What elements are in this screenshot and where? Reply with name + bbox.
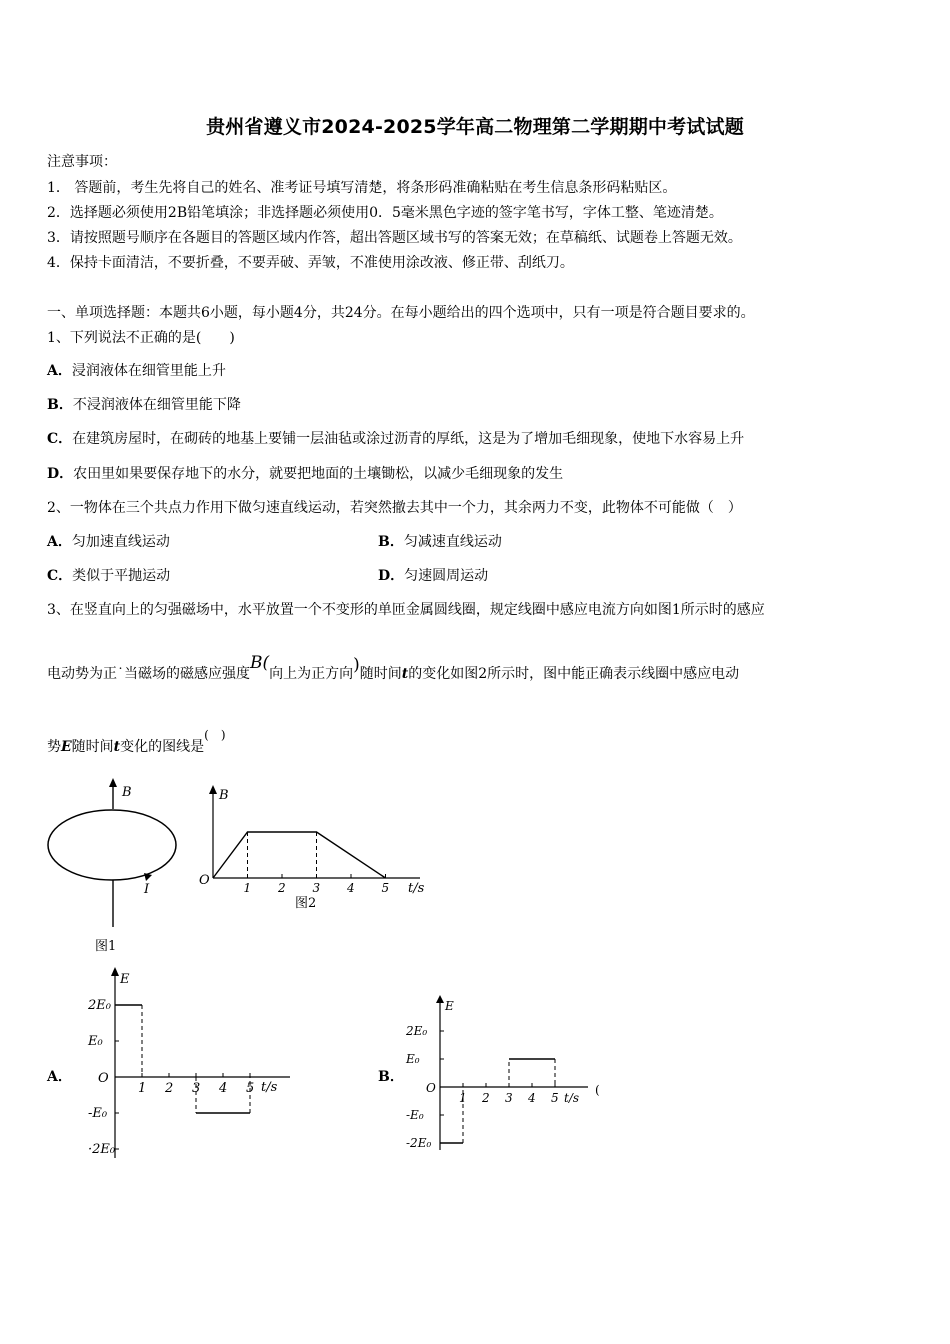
y-tick-label: ·2E₀ <box>88 1142 116 1157</box>
y-tick-label: -2E₀ <box>406 1136 432 1150</box>
x-label: t/s <box>564 1091 580 1105</box>
x-tick-label: 1 <box>243 881 252 895</box>
text: 电动势为正˙当磁场的磁感应强度 <box>47 666 250 682</box>
text: 随时间 <box>359 666 402 682</box>
question-2-option-a <box>47 533 170 551</box>
question-3-line-1: 3、在竖直向上的匀强磁场中，水平放置一个不变形的单匝金属圆线圈，规定线圈中感应电流方向如图1所示时的感应 <box>47 602 765 618</box>
option-b-label: B． <box>378 1069 404 1085</box>
question-1-option-d <box>47 465 563 483</box>
x-tick-label: 4 <box>528 1091 536 1105</box>
y-tick-label: -E₀ <box>88 1106 108 1121</box>
origin-label: O <box>98 1071 109 1086</box>
question-1-stem: 1、下列说法不正确的是( ) <box>47 330 235 346</box>
question-2-option-c <box>47 567 170 585</box>
y-axis-arrow-icon <box>111 967 119 976</box>
y-tick-label: 2E₀ <box>406 1024 428 1038</box>
question-3-line-2 <box>47 653 740 683</box>
option-label: B． <box>47 397 73 413</box>
x-tick-label: 4 <box>219 1081 228 1096</box>
question-2-option-d <box>378 567 488 585</box>
figure-1-caption: 图1 <box>95 939 117 954</box>
i-label: I <box>144 882 150 897</box>
notice-item: 4．保持卡面清洁，不要折叠，不要弄破、弄皱，不准使用涂改液、修正带、刮纸刀。 <box>47 255 574 271</box>
t-symbol: t <box>113 739 121 755</box>
b-symbol: B( <box>250 653 270 673</box>
x-ticks <box>244 874 390 895</box>
y-label: E <box>120 972 130 987</box>
page-title: 贵州省遵义市2024-2025学年高二物理第二学期期中考试试题 <box>206 116 744 138</box>
question-2-option-b <box>378 533 502 551</box>
e-curve <box>115 1005 250 1113</box>
b-line <box>213 832 386 878</box>
x-tick-label: 2 <box>165 1081 174 1096</box>
question-1-option-a <box>47 362 226 380</box>
option-text: 农田里如果要保存地下的水分，就要把地面的土壤锄松，以减少毛细现象的发生 <box>73 466 564 482</box>
paren-close: ) <box>353 655 360 675</box>
origin-label: O <box>426 1081 436 1095</box>
b-label: B <box>122 785 132 800</box>
option-text: 不浸润液体在细管里能下降 <box>72 397 241 413</box>
y-axis-arrow-icon <box>436 995 444 1003</box>
y-tick-label: -E₀ <box>406 1108 424 1122</box>
x-tick-label: 5 <box>551 1091 559 1105</box>
question-1-option-c <box>47 430 744 448</box>
option-label: D． <box>47 466 74 482</box>
text: 向上为正方向 <box>269 666 354 682</box>
x-label: t/s <box>408 881 425 896</box>
t-symbol: t <box>401 666 409 682</box>
origin-label: O <box>199 873 210 888</box>
option-text: 类似于平抛运动 <box>72 568 171 584</box>
notice-item: 2．选择题必须使用2B铅笔填涂；非选择题必须使用0．5毫米黑色字迹的签字笔书写，字体工整、笔迹清楚。 <box>47 205 723 221</box>
figure-2-chart <box>195 780 450 915</box>
figure-2-caption: 图2 <box>295 896 317 911</box>
notice-heading: 注意事项： <box>47 154 117 170</box>
edge-mark: ( <box>595 1083 600 1097</box>
option-label: A． <box>47 534 72 550</box>
section-heading: 一、单项选择题：本题共6小题，每小题4分，共24分。在每小题给出的四个选项中，只有一项是符合题目要求的。 <box>47 305 755 321</box>
x-tick-label: 3 <box>505 1091 513 1105</box>
figure-1-coil <box>40 775 190 955</box>
notice-item: 1． 答题前，考生先将自己的姓名、准考证号填写清楚，将条形码准确粘贴在考生信息条形码粘贴区。 <box>47 180 677 196</box>
notice-item: 3．请按照题号顺序在各题目的答题区域内作答，超出答题区域书写的答案无效；在草稿纸、试题卷上答题无效。 <box>47 230 742 246</box>
x-tick-label: 3 <box>312 881 321 895</box>
option-text: 匀速圆周运动 <box>404 568 489 584</box>
y-tick-label: E₀ <box>88 1034 103 1049</box>
x-tick-label: 3 <box>192 1081 201 1096</box>
coil-ellipse <box>48 810 176 880</box>
option-label: B． <box>378 534 404 550</box>
question-3-line-3 <box>47 728 226 756</box>
x-tick-label: 4 <box>347 881 355 895</box>
y-axis-arrow-icon <box>209 785 217 794</box>
y-label: B <box>219 788 229 803</box>
text: 势 <box>47 739 61 755</box>
e-symbol: E <box>61 739 72 755</box>
question-2-stem: 2、一物体在三个共点力作用下做匀速直线运动，若突然撤去其中一个力，其余两力不变，此物体不可能做（ ） <box>47 500 742 516</box>
b-curve <box>213 832 386 878</box>
y-label: E <box>445 999 454 1013</box>
current-arrow-icon <box>144 873 152 881</box>
option-label: D． <box>378 568 405 584</box>
option-label: C． <box>47 431 73 447</box>
y-tick-label: 2E₀ <box>88 998 111 1013</box>
option-b-graph <box>400 990 610 1160</box>
text: 随时间 <box>71 739 114 755</box>
x-label: t/s <box>261 1080 278 1095</box>
b-arrow-icon <box>109 778 117 787</box>
option-label: A． <box>47 363 72 379</box>
x-tick-label: 5 <box>381 881 390 895</box>
e-curve <box>440 1059 555 1143</box>
option-text: 匀加速直线运动 <box>71 534 170 550</box>
option-text: 浸润液体在细管里能上升 <box>71 363 226 379</box>
x-tick-label: 2 <box>482 1091 490 1105</box>
answer-blank: ( ) <box>204 728 226 742</box>
x-tick-label: 1 <box>138 1081 147 1096</box>
option-text: 匀减速直线运动 <box>403 534 502 550</box>
option-a-label: A． <box>47 1069 72 1085</box>
x-tick-label: 1 <box>459 1091 467 1105</box>
option-text: 在建筑房屋时，在砌砖的地基上要铺一层油毡或涂过沥青的厚纸，这是为了增加毛细现象，使地下水容易上升 <box>72 431 745 447</box>
option-label: C． <box>47 568 73 584</box>
x-tick-label: 5 <box>246 1081 255 1096</box>
text: 的变化如图2所示时，图中能正确表示线圈中感应电动 <box>408 666 740 682</box>
text: 变化的图线是 <box>120 739 205 755</box>
x-tick-label: 2 <box>278 881 286 895</box>
option-a-graph <box>78 962 308 1167</box>
y-tick-label: E₀ <box>406 1052 420 1066</box>
question-1-option-b <box>47 396 241 414</box>
